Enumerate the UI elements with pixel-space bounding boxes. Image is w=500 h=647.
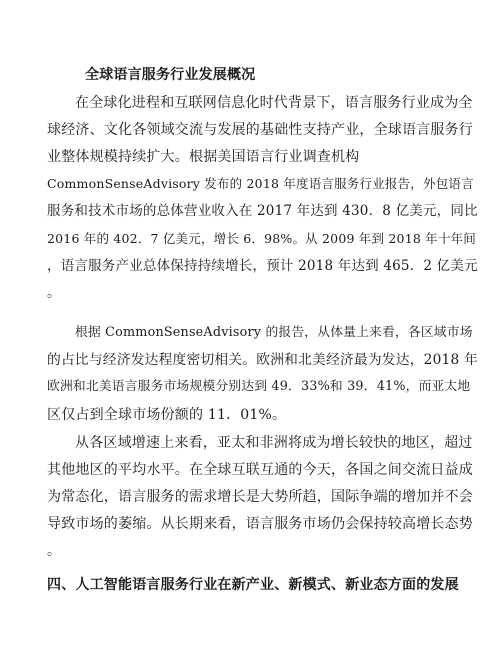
text-line: 在全球化进程和互联网信息化时代背景下，语言服务行业成为全: [75, 95, 473, 111]
text-line: 业整体规模持续扩大。根据美国语言行业调查机构: [47, 149, 360, 165]
text-line: 欧洲和北美语言服务市场规模分别达到 49．33%和 39．41%，而亚太地: [47, 379, 471, 394]
text-line: 根据 CommonSenseAdvisory 的报告，从体量上来看，各区域市场: [75, 325, 473, 340]
text-line: 服务和技术市场的总体营业收入在 2017 年达到 430．8 亿美元，同比: [47, 203, 478, 219]
text-line: 区仅占到全球市场份额的 11．01%。: [47, 407, 287, 423]
text-line: ，语言服务产业总体保持持续增长，预计 2018 年达到 465．2 亿美元: [47, 258, 478, 274]
section-title: 全球语言服务行业发展概况: [85, 67, 256, 83]
section-heading: 四、人工智能语言服务行业在新产业、新模式、新业态方面的发展: [47, 577, 459, 593]
text-line: CommonSenseAdvisory 发布的 2018 年度语言服务行业报告，外包语言: [47, 176, 474, 191]
text-line: 其他地区的平均水平。在全球互联互通的今天，各国之间交流日益成: [47, 462, 473, 478]
text-line: 球经济、文化各领域交流与发展的基础性支持产业，全球语言服务行: [47, 122, 473, 138]
text-line: 导致市场的萎缩。从长期来看，语言服务市场仍会保持较高增长态势: [47, 516, 473, 532]
text-line: 。: [47, 543, 62, 559]
text-line: 2016 年的 402．7 亿美元，增长 6．98%。从 2009 年到 2018 年十年间: [47, 231, 476, 246]
text-line: 为常态化，语言服务的需求增长是大势所趋，国际争端的增加并不会: [47, 489, 473, 505]
text-line: 。: [47, 285, 62, 301]
text-line: 从各区域增速上来看，亚太和非洲将成为增长较快的地区，超过: [75, 435, 473, 451]
text-line: 的占比与经济发达程度密切相关。欧洲和北美经济最为发达，2018 年: [47, 352, 478, 368]
